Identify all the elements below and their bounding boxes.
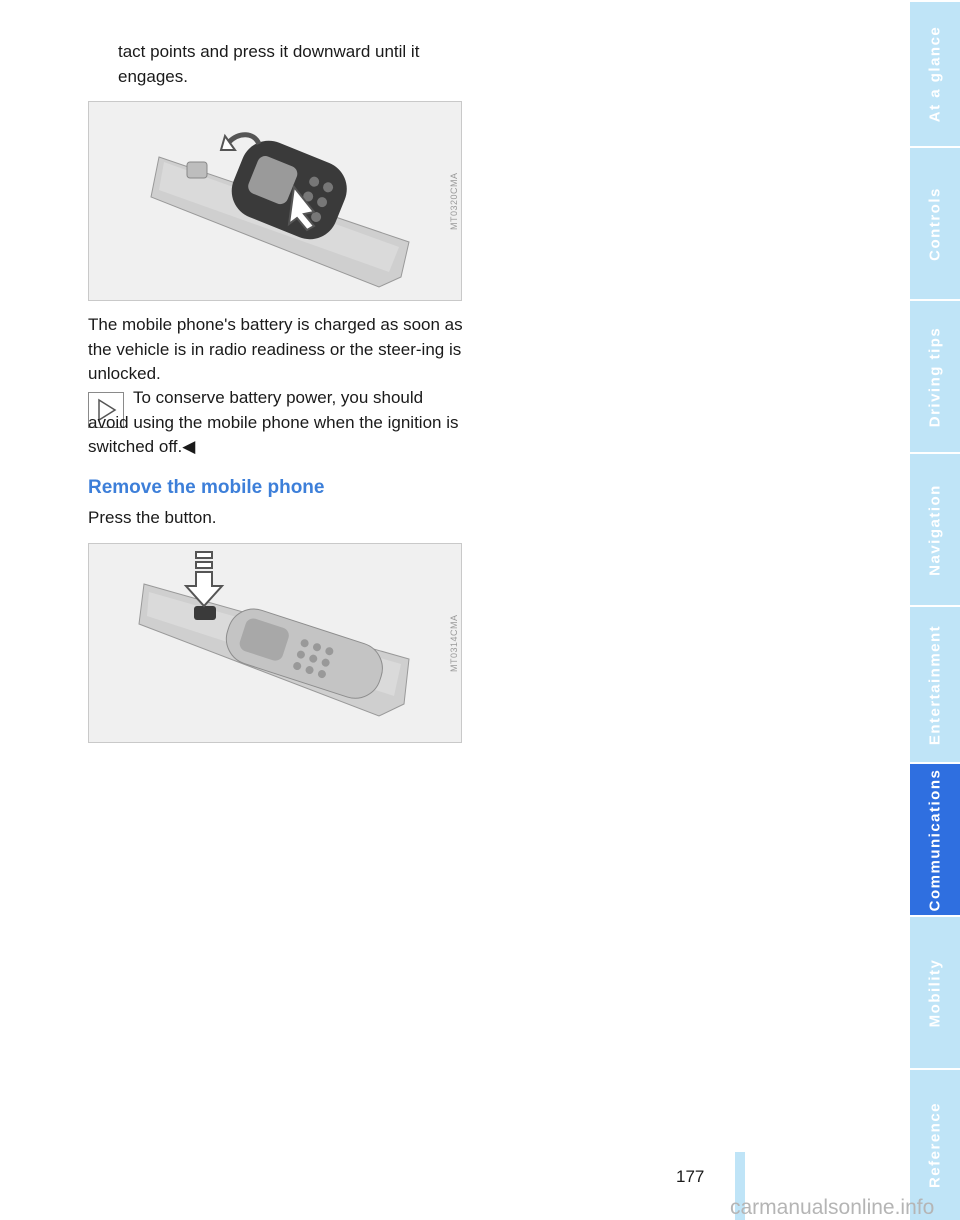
tab-navigation[interactable]: Navigation xyxy=(910,452,960,605)
tab-mobility[interactable]: Mobility xyxy=(910,915,960,1068)
section-heading: Remove the mobile phone xyxy=(88,477,325,498)
continuation-text: tact points and press it downward until it engages. xyxy=(118,42,420,86)
watermark: carmanualsonline.info xyxy=(730,1196,935,1219)
figure-code: MT0320CMA xyxy=(449,172,459,230)
tab-reference[interactable]: Reference xyxy=(910,1068,960,1220)
figure-code: MT0314CMA xyxy=(449,614,459,672)
figure-phone-release xyxy=(88,543,462,743)
note-text: To conserve battery power, you should avoid using the mobile phone when the ignition is switched off.◀ xyxy=(88,388,459,456)
phone-release-illustration xyxy=(89,544,461,742)
phone-insert-illustration xyxy=(89,102,461,300)
tab-driving-tips[interactable]: Driving tips xyxy=(910,299,960,452)
step-text: Press the button. xyxy=(88,508,217,527)
tab-at-a-glance[interactable]: At a glance xyxy=(910,0,960,146)
page-number: 177 xyxy=(676,1167,705,1186)
paragraph-charging: The mobile phone's battery is charged as soon as the vehicle is in radio readiness or the steer-ing is unlocked. xyxy=(88,315,463,383)
tab-communications[interactable]: Communications xyxy=(910,762,960,915)
tab-controls[interactable]: Controls xyxy=(910,146,960,299)
tab-entertainment[interactable]: Entertainment xyxy=(910,605,960,762)
chapter-tabs xyxy=(910,0,960,1220)
figure-phone-insert xyxy=(88,101,462,301)
end-marker-icon: ◀ xyxy=(182,437,196,456)
